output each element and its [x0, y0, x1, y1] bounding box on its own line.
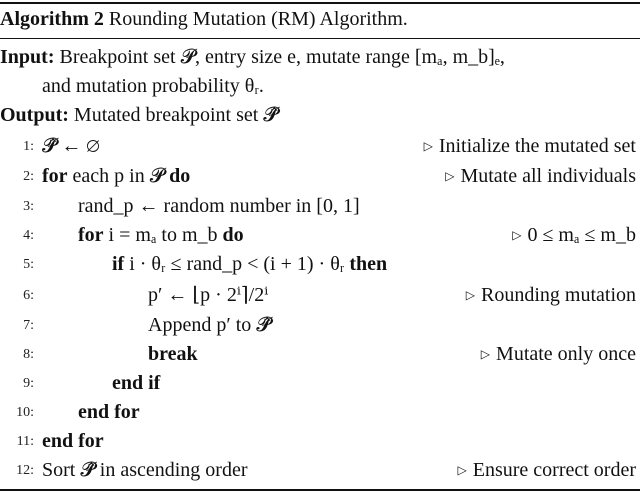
algo-line-9	[0, 369, 640, 398]
line-number: 7:	[23, 318, 34, 333]
algo-line-2	[0, 162, 640, 191]
caption-rule	[0, 38, 640, 39]
input-text-1: Breakpoint set 𝓟, entry size e, mutate range [mₐ, m_b]ₑ,	[59, 46, 505, 68]
line-number: 10:	[16, 405, 34, 420]
output-header	[0, 101, 278, 130]
input-line-1	[0, 43, 640, 72]
line-number: 12:	[16, 463, 34, 478]
line-comment: ▷ Ensure correct order	[457, 459, 636, 481]
line-number: 8:	[23, 347, 34, 362]
line-code: Sort 𝓟̂ in ascending order	[42, 459, 248, 481]
line-code: end if	[112, 372, 161, 394]
line-code: end for	[42, 430, 104, 452]
line-comment: ▷ Rounding mutation	[465, 284, 636, 306]
triangle-right-icon: ▷	[465, 288, 475, 302]
output-text: Mutated breakpoint set 𝓟̂	[73, 104, 278, 126]
triangle-right-icon: ▷	[480, 347, 491, 361]
algo-line-5	[0, 250, 640, 279]
triangle-right-icon: ▷	[457, 463, 467, 477]
input-text-2: and mutation probability θᵣ.	[42, 75, 264, 97]
triangle-right-icon: ▷	[445, 169, 455, 183]
line-comment: ▷ 0 ≤ mₐ ≤ m_b	[512, 224, 636, 246]
output-line	[0, 101, 640, 130]
line-code: Append p′ to 𝓟̂	[148, 314, 271, 336]
triangle-right-icon: ▷	[423, 139, 433, 153]
input-label: Input:	[0, 46, 55, 68]
algo-line-12	[0, 456, 640, 485]
caption-label: Algorithm 2	[0, 8, 104, 30]
algo-line-3	[0, 192, 640, 221]
algo-line-10	[0, 398, 640, 427]
line-number: 6:	[23, 288, 34, 303]
line-number: 2:	[23, 169, 34, 184]
algo-line-7	[0, 311, 640, 340]
line-number: 4:	[23, 228, 34, 243]
line-comment: ▷ Initialize the mutated set	[423, 135, 636, 157]
algo-line-8	[0, 340, 640, 369]
line-code: for each p in 𝓟 do	[42, 165, 191, 187]
line-code: p′ ← ⌊p · 2ⁱ⌉/2ⁱ	[148, 284, 269, 306]
bottom-rule	[0, 489, 640, 491]
line-comment: ▷ Mutate only once	[480, 343, 636, 365]
line-number: 5:	[23, 257, 34, 272]
line-number: 11:	[16, 434, 34, 449]
input-line-2	[0, 72, 640, 101]
output-label: Output:	[0, 104, 69, 126]
algo-line-6	[0, 281, 640, 310]
line-code: rand_p ← random number in [0, 1]	[78, 195, 360, 217]
line-code: if i · θᵣ ≤ rand_p < (i + 1) · θᵣ then	[112, 253, 388, 275]
caption-title: Rounding Mutation (RM) Algorithm.	[108, 8, 408, 30]
algo-line-1	[0, 132, 640, 161]
line-code: break	[148, 343, 198, 365]
line-code: end for	[78, 401, 140, 423]
line-number: 3:	[23, 199, 34, 214]
algorithm-caption	[0, 5, 408, 33]
line-number: 9:	[23, 376, 34, 391]
triangle-right-icon: ▷	[512, 228, 522, 242]
input-header	[0, 43, 505, 72]
algo-line-4	[0, 221, 640, 250]
line-comment: ▷ Mutate all individuals	[445, 165, 636, 187]
top-rule	[0, 2, 640, 4]
algo-line-11	[0, 427, 640, 456]
line-code: 𝓟̂ ← ∅	[42, 135, 100, 157]
line-code: for i = mₐ to m_b do	[78, 224, 244, 246]
line-number: 1:	[23, 139, 34, 154]
